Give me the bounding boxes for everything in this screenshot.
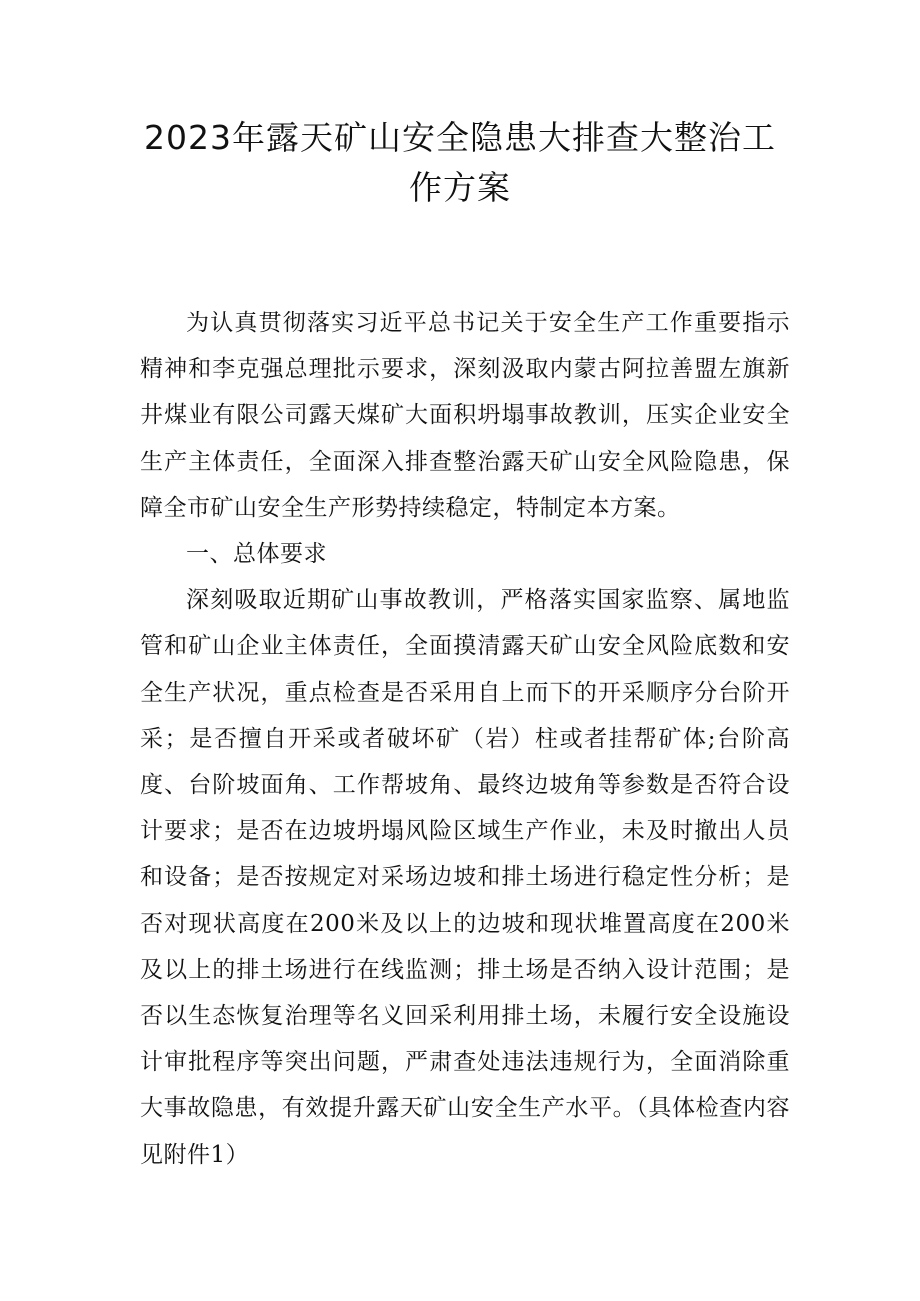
intro-paragraph: 为认真贯彻落实习近平总书记关于安全生产工作重要指示精神和李克强总理批示要求，深刻汲取内蒙古阿拉善盟左旗新井煤业有限公司露天煤矿大面积坍塌事故教训，压实企业安全生产主体责任，全面深入排查整治露天矿山安全风险隐患，保障全市矿山安全生产形势持续稳定，特制定本方案。 [140,310,790,521]
document-title: 2023年露天矿山安全隐患大排查大整治工作方案 [144,118,776,207]
section-heading-overall-requirements: 一、总体要求 [186,541,327,568]
section-paragraph-overall-requirements: 深刻吸取近期矿山事故教训，严格落实国家监察、属地监管和矿山企业主体责任，全面摸清露天矿山安全风险底数和安全生产状况，重点检查是否采用自上而下的开采顺序分台阶开采；是否擅自开采或者破坏矿（岩）柱或者挂帮矿体;台阶高度、台阶坡面角、工作帮坡角、最终边坡角等参数是否符合设计要求；是否在边坡坍塌风险区域生产作业，未及时撤出人员和设备；是否按规定对采场边坡和排土场进行稳定性分析；是否对现状高度在200米及以上的边坡和现状堆置高度在200米及以上的排土场进行在线监测；排土场是否纳入设计范围；是否以生态恢复治理等名义回采利用排土场，未履行安全设施设计审批程序等突出问题，严肃查处违法违规行为，全面消除重大事故隐患，有效提升露天矿山安全生产水平。（具体检查内容见附件1） [140,587,790,1168]
document-body [140,300,790,1178]
